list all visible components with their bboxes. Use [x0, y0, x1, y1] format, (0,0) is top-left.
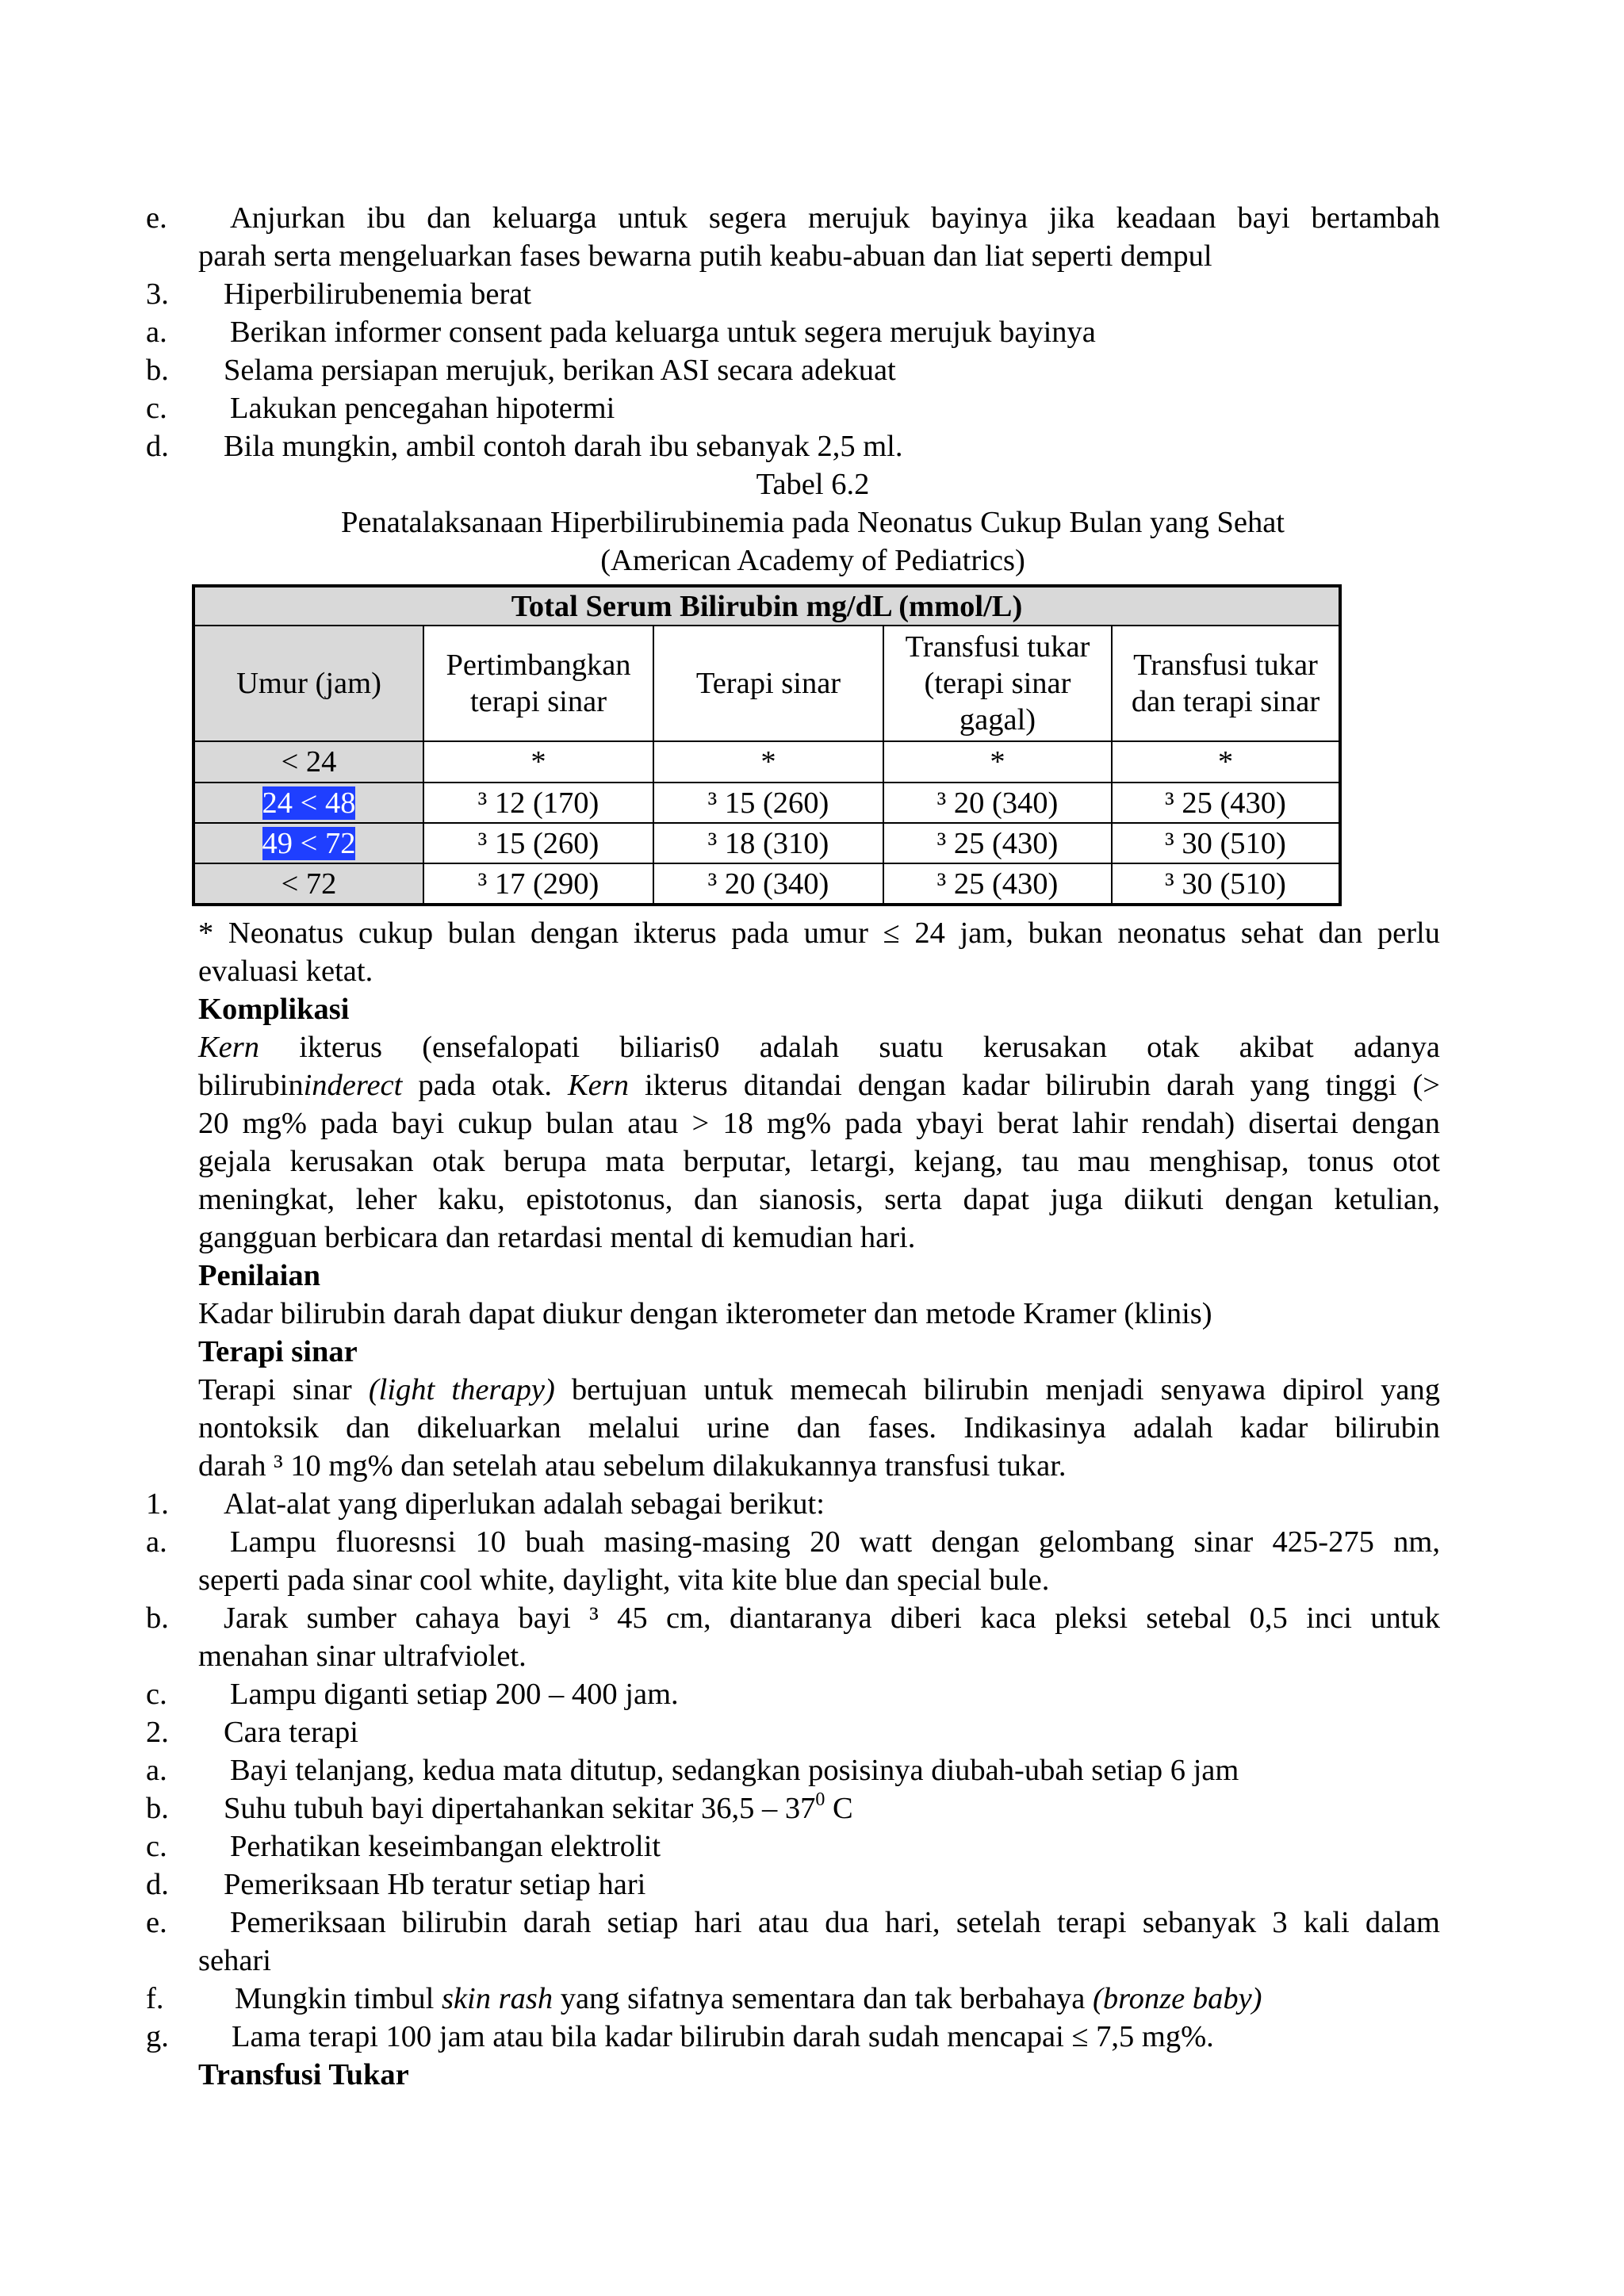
list-item-text: Anjurkan ibu dan keluarga untuk segera merujuk bayinya jika keadaan bayi bertambah	[230, 201, 1440, 235]
list-marker: c.	[146, 1678, 167, 1711]
table-cell: *	[653, 741, 883, 783]
list-item-text: Jarak sumber cahaya bayi ³ 45 cm, diantaranya diberi kaca pleksi setebal 0,5 inci untuk	[224, 1601, 1440, 1635]
table-label: Tabel 6.2	[756, 468, 870, 501]
list-marker: d.	[146, 1868, 169, 1901]
list-marker: 3.	[146, 277, 169, 311]
list-marker: d.	[146, 430, 169, 463]
table-cell: ³ 15 (260)	[653, 783, 883, 823]
list-item-text: Hiperbilirubenemia berat	[224, 277, 532, 311]
list-item-text: Selama persiapan merujuk, berikan ASI secara adekuat	[224, 354, 896, 387]
section-heading: Penilaian	[198, 1259, 321, 1292]
table-cell: ³ 25 (430)	[1112, 783, 1340, 823]
list-marker: e.	[146, 201, 167, 235]
table-row	[193, 823, 1340, 863]
paragraph-line: bilirubininderect pada otak. Kern ikterus ditandai dengan kadar bilirubin darah yang tinggi (>	[198, 1069, 1440, 1102]
list-item-text: Bayi telanjang, kedua mata ditutup, sedangkan posisinya diubah-ubah setiap 6 jam	[230, 1754, 1239, 1787]
table-cell: ³ 17 (290)	[423, 863, 653, 905]
list-item-text: Bila mungkin, ambil contoh darah ibu sebanyak 2,5 ml.	[224, 430, 903, 463]
paragraph-line: nontoksik dan dikeluarkan melalui urine dan fases. Indikasinya adalah kadar bilirubin	[198, 1411, 1440, 1445]
column-header: Umur (jam)	[193, 626, 423, 741]
table-group-header: Total Serum Bilirubin mg/dL (mmol/L)	[193, 586, 1340, 626]
table-cell: *	[423, 741, 653, 783]
list-item-text: seperti pada sinar cool white, daylight, vita kite blue dan special bule.	[198, 1563, 1050, 1597]
list-item-text: Berikan informer consent pada keluarga untuk segera merujuk bayinya	[230, 316, 1096, 349]
list-item-text: Mungkin timbul skin rash yang sifatnya sementara dan tak berbahaya (bronze baby)	[235, 1982, 1262, 2015]
list-item-text: Cara terapi	[224, 1716, 358, 1749]
list-item-text: Suhu tubuh bayi dipertahankan sekitar $36,5 - 37^0$ C	[224, 1789, 853, 1825]
list-marker: a.	[146, 1525, 167, 1559]
table-cell: ³ 30 (510)	[1112, 863, 1340, 905]
table-cell: ³ 18 (310)	[653, 823, 883, 863]
paragraph-line: Kadar bilirubin darah dapat diukur dengan ikterometer dan metode Kramer (klinis)	[198, 1297, 1212, 1330]
list-item-text: Pemeriksaan bilirubin darah setiap hari atau dua hari, setelah terapi sebanyak 3 kali dalam	[230, 1906, 1440, 1939]
table-cell: ³ 15 (260)	[423, 823, 653, 863]
list-marker: a.	[146, 1754, 167, 1787]
list-marker: c.	[146, 392, 167, 425]
table-cell: < 24	[193, 741, 423, 783]
list-marker: b.	[146, 354, 169, 387]
list-marker: f.	[146, 1982, 164, 2015]
paragraph-line: darah ³ 10 mg% dan setelah atau sebelum dilakukannya transfusi tukar.	[198, 1449, 1067, 1483]
list-item-text: Pemeriksaan Hb teratur setiap hari	[224, 1868, 646, 1901]
paragraph-line: 20 mg% pada bayi cukup bulan atau > 18 mg% pada ybayi berat lahir rendah) disertai dengan	[198, 1107, 1440, 1140]
list-item-text: Lakukan pencegahan hipotermi	[230, 392, 615, 425]
list-item-text: parah serta mengeluarkan fases bewarna putih keabu-abuan dan liat seperti dempul	[198, 239, 1212, 273]
selected-text: 24 < 48	[262, 786, 356, 820]
bilirubin-table	[192, 584, 1342, 906]
table-cell: < 72	[193, 863, 423, 905]
table-cell	[193, 783, 423, 823]
paragraph-line: gangguan berbicara dan retardasi mental di kemudian hari.	[198, 1221, 916, 1254]
column-header: Transfusi tukar dan terapi sinar	[1112, 626, 1340, 741]
list-item-text: Lampu fluoresnsi 10 buah masing-masing 20 watt dengan gelombang sinar 425-275 nm,	[230, 1525, 1440, 1559]
column-header: Transfusi tukar (terapi sinar gagal)	[883, 626, 1112, 741]
table-footnote: * Neonatus cukup bulan dengan ikterus pada umur ≤ 24 jam, bukan neonatus sehat dan perlu	[198, 916, 1440, 950]
section-heading: Komplikasi	[198, 993, 350, 1026]
table-cell: ³ 25 (430)	[883, 863, 1112, 905]
list-marker: b.	[146, 1792, 169, 1825]
table-row	[193, 783, 1340, 823]
section-heading: Transfusi Tukar	[198, 2058, 409, 2091]
paragraph-line: Kern ikterus (ensefalopati biliaris0 adalah suatu kerusakan otak akibat adanya	[198, 1031, 1440, 1064]
selected-text: 49 < 72	[262, 826, 356, 860]
paragraph-line: gejala kerusakan otak berupa mata berputar, letargi, kejang, tau mau menghisap, tonus otot	[198, 1145, 1440, 1178]
paragraph-line: meningkat, leher kaku, epistotonus, dan sianosis, serta dapat juga diikuti dengan ketulian,	[198, 1183, 1440, 1216]
table-cell: ³ 12 (170)	[423, 783, 653, 823]
list-item-text: menahan sinar ultrafviolet.	[198, 1640, 527, 1673]
list-marker: g.	[146, 2020, 169, 2053]
table-cell: *	[1112, 741, 1340, 783]
list-item-text: Lama terapi 100 jam atau bila kadar bilirubin darah sudah mencapai ≤ 7,5 mg%.	[232, 2020, 1214, 2053]
list-marker: 2.	[146, 1716, 169, 1749]
list-marker: 1.	[146, 1487, 169, 1521]
table-subtitle: (American Academy of Pediatrics)	[600, 544, 1025, 577]
list-item-text: sehari	[198, 1944, 271, 1977]
table-footnote: evaluasi ketat.	[198, 955, 373, 988]
section-heading: Terapi sinar	[198, 1335, 358, 1368]
list-marker: a.	[146, 316, 167, 349]
table-cell: ³ 30 (510)	[1112, 823, 1340, 863]
list-marker: c.	[146, 1830, 167, 1863]
table-cell	[193, 823, 423, 863]
list-item-text: Lampu diganti setiap 200 – 400 jam.	[230, 1678, 679, 1711]
list-item-text: Alat-alat yang diperlukan adalah sebagai berikut:	[224, 1487, 825, 1521]
column-header: Terapi sinar	[653, 626, 883, 741]
list-item-text: Perhatikan keseimbangan elektrolit	[230, 1830, 661, 1863]
column-header: Pertimbangkan terapi sinar	[423, 626, 653, 741]
table-row	[193, 741, 1340, 783]
table-title: Penatalaksanaan Hiperbilirubinemia pada Neonatus Cukup Bulan yang Sehat	[341, 506, 1285, 539]
paragraph-line: Terapi sinar (light therapy) bertujuan untuk memecah bilirubin menjadi senyawa dipirol yang	[198, 1373, 1440, 1406]
table-cell: ³ 20 (340)	[653, 863, 883, 905]
table-cell: ³ 25 (430)	[883, 823, 1112, 863]
table-cell: *	[883, 741, 1112, 783]
list-marker: e.	[146, 1906, 167, 1939]
list-marker: b.	[146, 1601, 169, 1635]
table-row	[193, 863, 1340, 905]
table-cell: ³ 20 (340)	[883, 783, 1112, 823]
